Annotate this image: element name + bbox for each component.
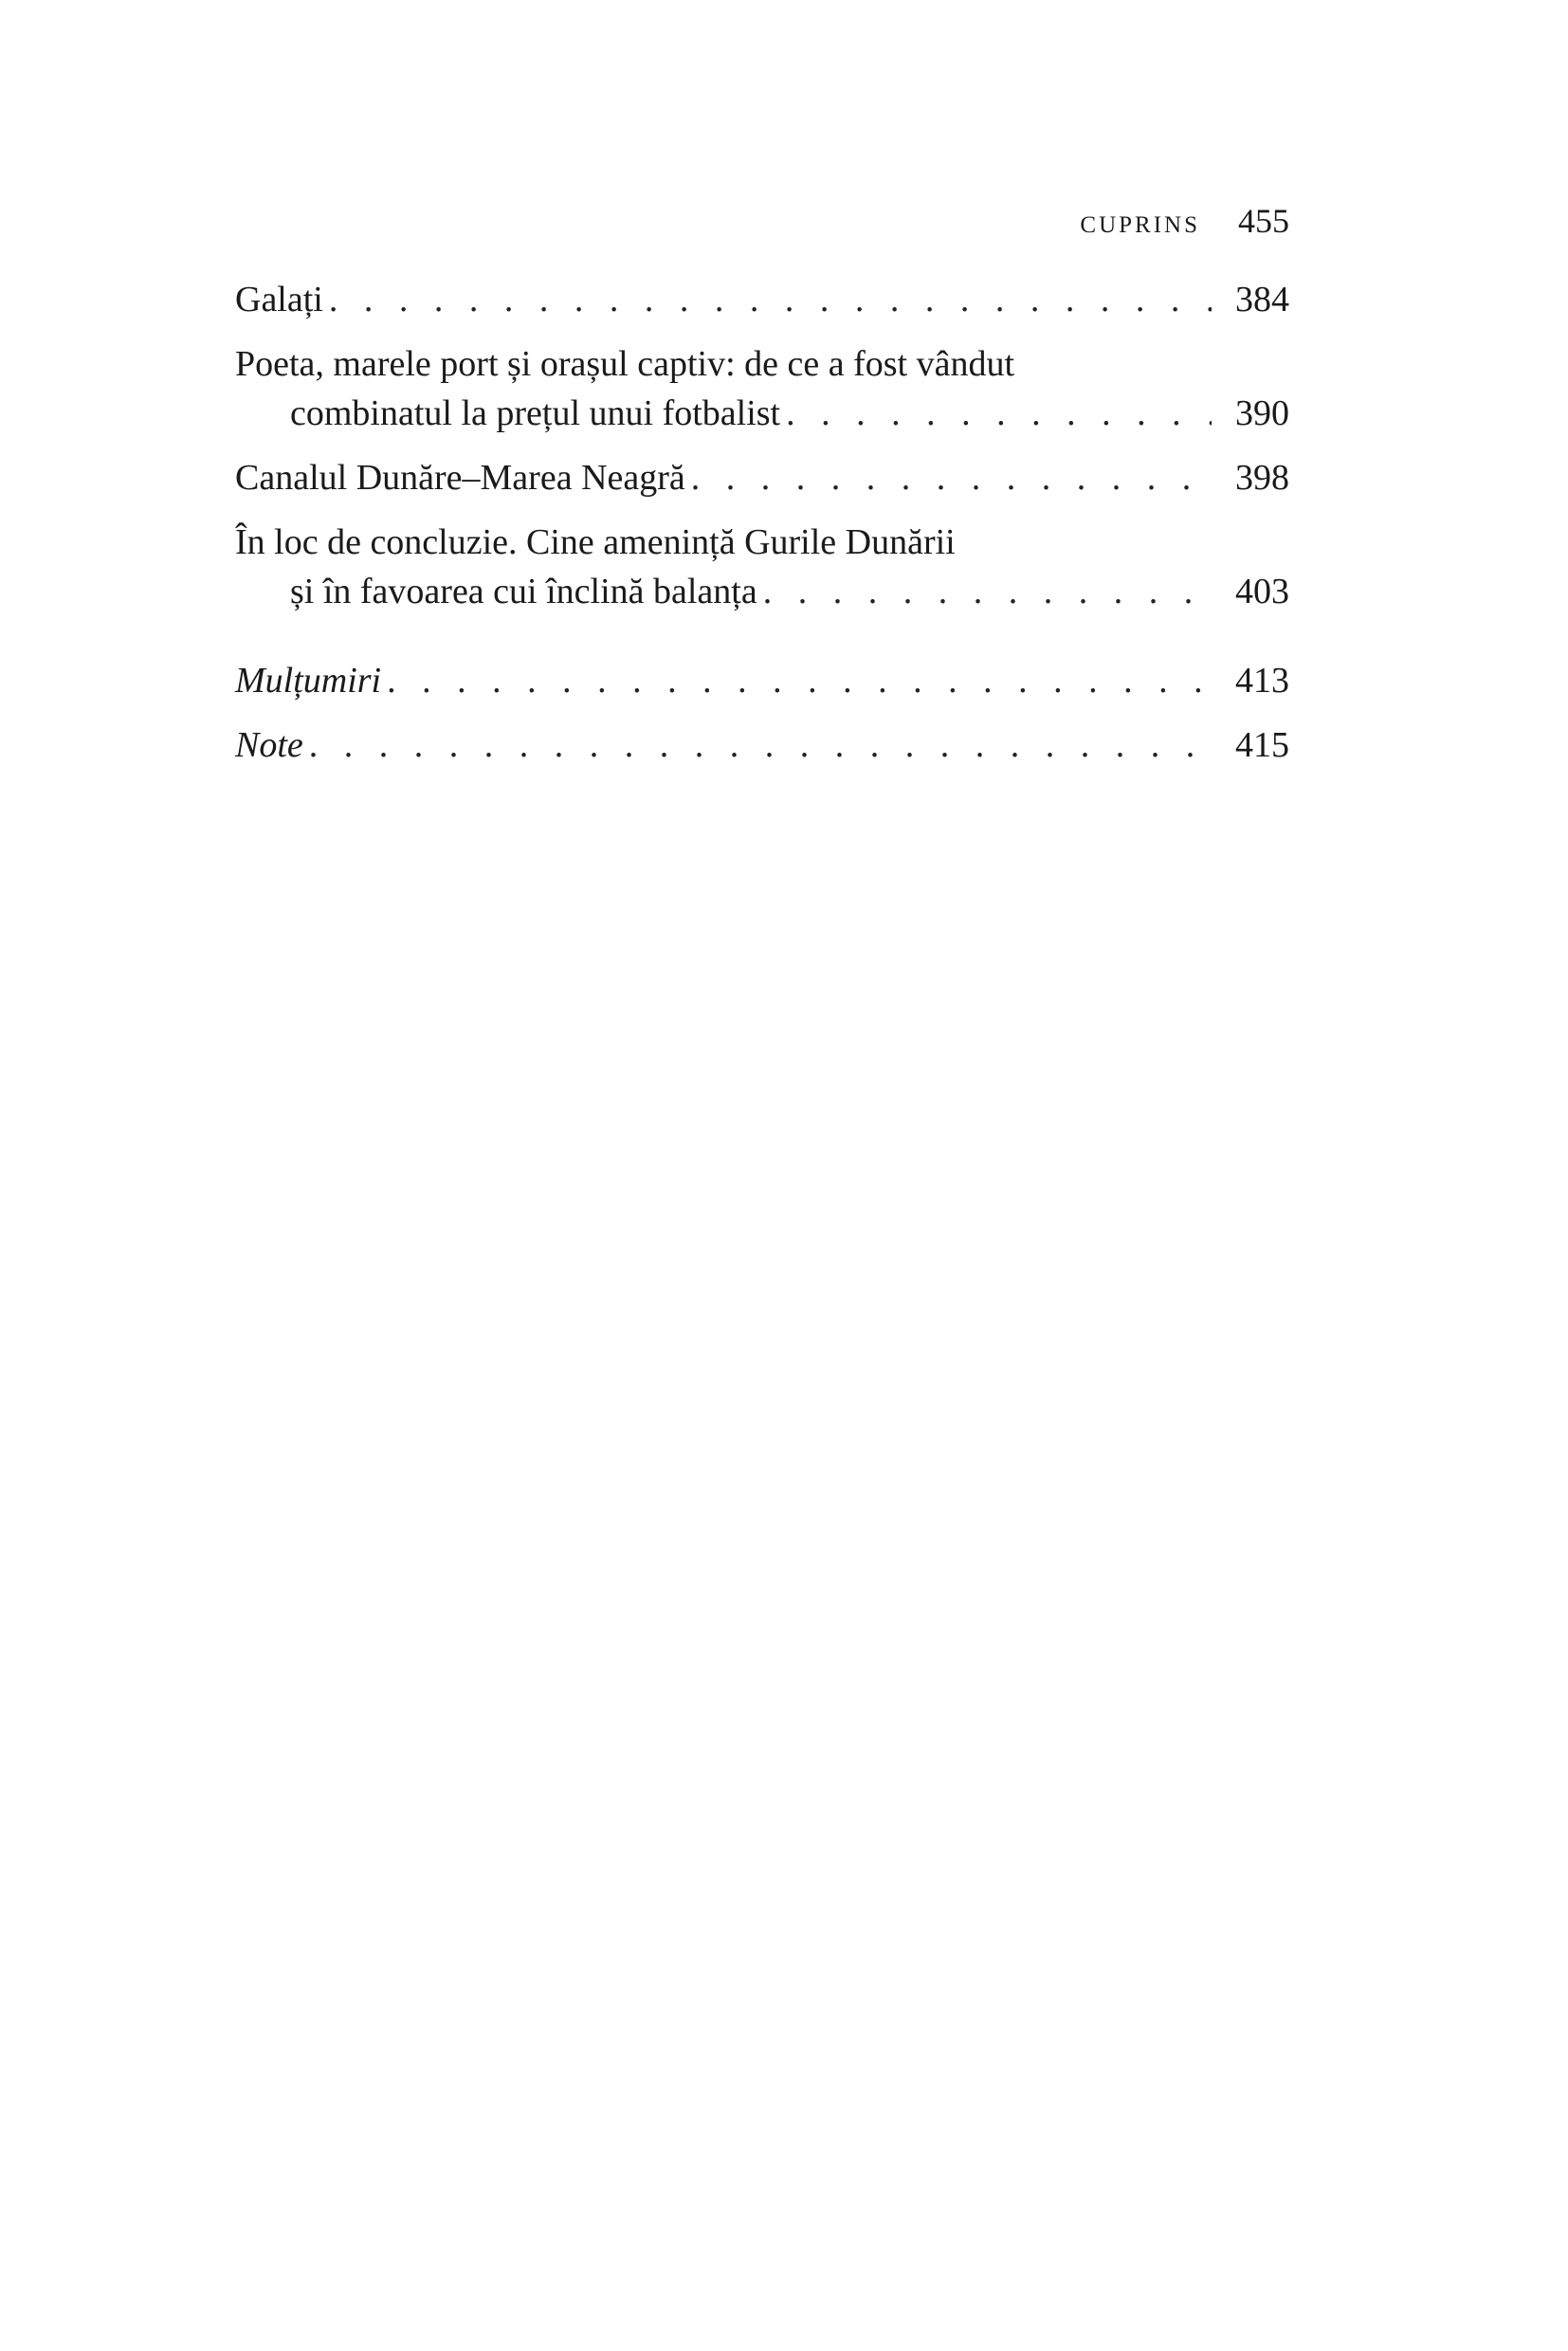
toc-entry-title: Note (235, 725, 303, 765)
dot-leader (329, 275, 1212, 324)
dot-leader (786, 389, 1212, 438)
toc-entry-page: 403 (1235, 572, 1289, 611)
dot-leader (387, 656, 1212, 705)
toc-entry-page: 398 (1235, 458, 1289, 498)
dot-leader (763, 567, 1212, 616)
toc-entry-page: 384 (1235, 280, 1289, 319)
dot-leader (691, 453, 1212, 502)
toc-entry-title: Galați (235, 280, 323, 319)
toc-entry-title: Mulțumiri (235, 661, 382, 701)
toc-entry-multumiri[interactable] (235, 656, 1289, 705)
toc-entry-title-continued: și în favoarea cui înclină balanța (290, 572, 757, 611)
dot-leader (309, 720, 1212, 770)
table-of-contents (235, 275, 1289, 785)
toc-entry-title: În loc de concluzie. Cine amenință Gurile Dunării (235, 522, 956, 562)
toc-entry-concluzie[interactable] (235, 518, 1289, 616)
toc-entry-galati[interactable] (235, 275, 1289, 324)
page-number: 455 (1238, 202, 1289, 240)
running-head: CUPRINS (1080, 212, 1200, 238)
toc-entry-title: Canalul Dunăre–Marea Neagră (235, 458, 685, 498)
toc-entry-canalul[interactable] (235, 453, 1289, 502)
toc-entry-note[interactable] (235, 720, 1289, 770)
toc-entry-title: Poeta, marele port și orașul captiv: de ce a fost vândut (235, 344, 1015, 384)
toc-entry-page: 413 (1235, 661, 1289, 701)
toc-entry-title-continued: combinatul la prețul unui fotbalist (290, 393, 781, 433)
toc-entry-page: 390 (1235, 393, 1289, 433)
toc-entry-poeta[interactable] (235, 339, 1289, 438)
toc-entry-page: 415 (1235, 725, 1289, 765)
page-header (235, 201, 1289, 239)
